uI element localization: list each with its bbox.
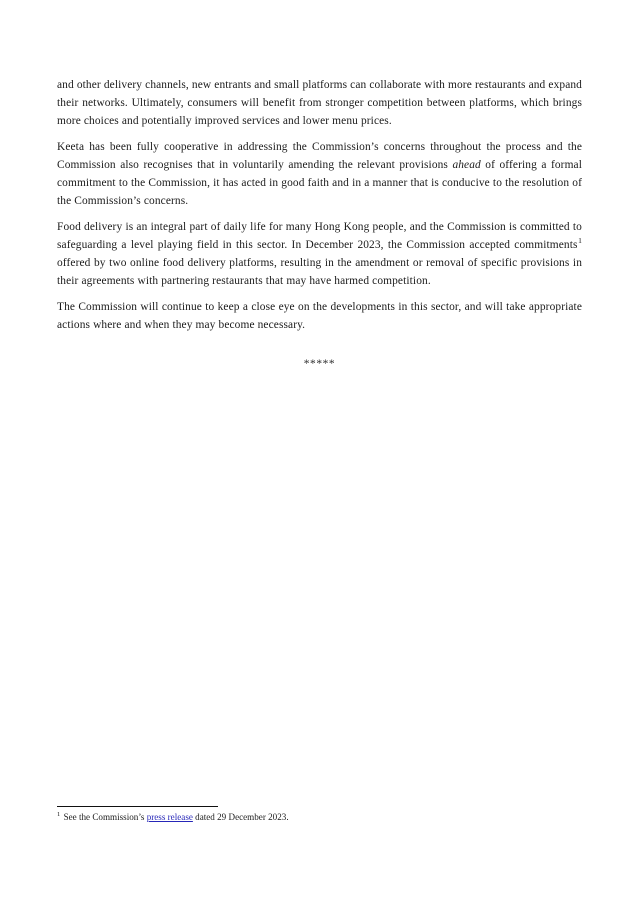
paragraph-keeta-cooperation [57,138,582,210]
paragraph-food-delivery-commitments [57,218,582,290]
paragraph-text: Keeta has been fully cooperative in addressing the Commission’s concerns throughout the process and the Commission also recognises that in voluntarily amending the relevant provisions [57,140,582,171]
press-release-link[interactable]: press release [146,812,193,822]
paragraph-continued-monitoring [57,298,582,334]
paragraph-text-continued: of offering a formal commitment to the Commission, it has acted in good faith and in a manner that is conducive to the resolution of the Commission’s concerns. [57,158,582,208]
paragraph-text-continued: offered by two online food delivery platforms, resulting in the amendment or removal of specific provisions in their agreements with partnering restaurants that may have harmed competition. [57,256,582,287]
end-of-document-divider: ***** [303,358,336,370]
footnote-reference-marker[interactable]: 1 [578,235,582,245]
document-body [57,76,582,334]
emphasis-ahead: ahead [452,158,481,171]
footnote-1 [57,811,582,824]
footnote-text-after-link: dated 29 December 2023. [192,812,289,822]
paragraph-text: and other delivery channels, new entrants and small platforms can collaborate with more restaurants and expand their networks. Ultimately, consumers will benefit from stronger competition between platforms, which brings more choices and potentially improved services and lower menu prices. [57,79,582,128]
footnote-text-before-link: See the Commission’s [61,812,147,822]
footnote-separator-rule [57,806,218,807]
paragraph-text: The Commission will continue to keep a close eye on the developments in this sector, and will take appropriate actions where and when they may become necessary. [57,300,582,331]
footnote-area [57,806,582,824]
footnote-number: 1 [57,810,61,818]
paragraph-text: Food delivery is an integral part of daily life for many Hong Kong people, and the Commission is committed to safeguarding a level playing field in this sector. In December 2023, the Commission accepted commitments [57,220,582,251]
paragraph-competition-benefit [57,76,582,130]
